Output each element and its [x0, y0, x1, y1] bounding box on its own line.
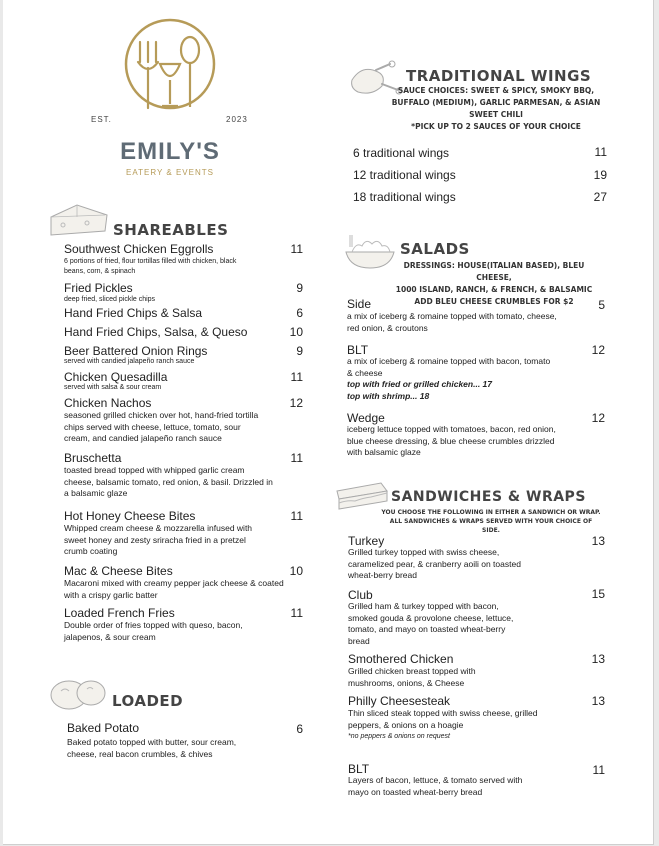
menu-item-desc: Layers of bacon, lettuce, & tomato served with mayo on toasted wheat-berry bread: [348, 775, 523, 797]
menu-item-name: Chicken Nachos: [64, 396, 152, 410]
menu-item-name: 6 traditional wings: [353, 146, 450, 160]
menu-item-price: 11: [290, 509, 303, 523]
menu-item-name: Wedge: [347, 411, 385, 425]
menu-item-name: Fried Pickles: [64, 281, 133, 295]
menu-page: [3, 0, 654, 845]
est-label: EST.: [91, 115, 112, 124]
menu-item-desc: a mix of iceberg & romaine topped with bacon, tomato & cheese: [347, 356, 551, 378]
menu-item-price: 11: [290, 242, 303, 256]
philly-note: *no peppers & onions on request: [348, 733, 450, 740]
menu-item-desc: seasoned grilled chicken over hot, hand-fried tortilla chips served with cheese, lettuce, tomato, sour cream, and candied jalapeño ranch sauce: [64, 410, 259, 443]
menu-item-price: 12: [289, 396, 303, 410]
menu-item-price: 11: [594, 145, 607, 159]
menu-item-desc: served with candied jalapeño ranch sauce: [64, 358, 195, 365]
salad-addon-chicken: top with fried or grilled chicken... 17: [347, 379, 492, 389]
menu-item-desc: Grilled turkey topped with swiss cheese, caramelized pear, & cranberry aoili on toasted wheat-berry bread: [348, 547, 521, 580]
menu-item-price: 27: [593, 190, 607, 204]
menu-item-name: Hot Honey Cheese Bites: [64, 509, 196, 523]
salads-title: SALADS: [400, 240, 470, 258]
wings-sauce-note: SAUCE CHOICES: SWEET & SPICY, SMOKY BBQ, BUFFALO (MEDIUM), GARLIC PARMESAN, & ASIAN SWEET CHILI *PICK UP TO 2 SAUCES OF YOUR CHOICE: [391, 86, 601, 131]
menu-item-name: Southwest Chicken Eggrolls: [64, 242, 214, 256]
menu-item-price: 11: [592, 763, 605, 777]
menu-item-desc: toasted bread topped with whipped garlic cream cheese, balsamic tomato, red onion, & basil. Drizzled in a balsamic glaze: [64, 465, 273, 498]
menu-item-desc: Grilled ham & turkey topped with bacon, smoked gouda & provolone cheese, lettuce, tomato, and mayo on toasted wheat-berry bread: [348, 601, 514, 646]
menu-item-desc: Double order of fries topped with queso, bacon, jalapenos, & sour cream: [64, 620, 243, 642]
brand-subtitle: EATERY & EVENTS: [126, 168, 214, 177]
menu-item-price: 9: [296, 344, 303, 358]
menu-item-price: 12: [591, 343, 605, 357]
menu-item-name: Hand Fried Chips, Salsa, & Queso: [64, 325, 248, 339]
menu-item-name: 18 traditional wings: [353, 190, 456, 204]
menu-item-price: 15: [591, 587, 605, 601]
menu-item-name: Club: [348, 588, 373, 602]
menu-item-price: 12: [591, 411, 605, 425]
menu-item-price: 5: [598, 298, 605, 312]
loaded-title: LOADED: [112, 692, 184, 710]
menu-item-price: 10: [289, 325, 303, 339]
menu-item-price: 11: [290, 606, 303, 620]
menu-item-name: Turkey: [348, 534, 385, 548]
menu-item-price: 11: [290, 451, 303, 465]
menu-item-name: BLT: [347, 343, 369, 357]
menu-item-name: Smothered Chicken: [348, 652, 454, 666]
menu-item-desc: Whipped cream cheese & mozzarella infused with sweet honey and zesty sriracha fried in a pretzel crumb coating: [64, 523, 253, 556]
menu-item-desc: 6 portions of fried, flour tortillas filled with chicken, black beans, corn, & spinach: [64, 258, 237, 275]
menu-item-desc: Grilled chicken breast topped with mushrooms, onions, & Cheese: [348, 666, 476, 688]
menu-item-name: Philly Cheesesteak: [348, 694, 451, 708]
menu-item-name: 12 traditional wings: [353, 168, 456, 182]
menu-item-desc: Baked potato topped with butter, sour cream, cheese, real bacon crumbles, & chives: [67, 737, 237, 759]
cheese-board-icon: [47, 197, 111, 237]
menu-item-name: Chicken Quesadilla: [64, 370, 168, 384]
est-year: 2023: [226, 115, 248, 124]
shareables-title: SHAREABLES: [113, 221, 229, 239]
menu-item-name: Mac & Cheese Bites: [64, 564, 173, 578]
menu-item-desc: iceberg lettuce topped with tomatoes, bacon, red onion, blue cheese dressing, & blue cheese crumbles drizzled with balsamic glaze: [347, 424, 556, 457]
menu-item-price: 9: [296, 281, 303, 295]
brand-name: EMILY'S: [120, 138, 220, 165]
menu-item-name: Hand Fried Chips & Salsa: [64, 306, 203, 320]
menu-item-price: 13: [591, 534, 605, 548]
menu-item-desc: a mix of iceberg & romaine topped with tomato, cheese, red onion, & croutons: [347, 311, 557, 333]
menu-item-price: 10: [289, 564, 303, 578]
menu-item-price: 6: [296, 722, 303, 736]
menu-item-price: 13: [591, 694, 605, 708]
menu-item-price: 19: [593, 168, 607, 182]
wings-title: TRADITIONAL WINGS: [406, 67, 592, 85]
sandwiches-note: YOU CHOOSE THE FOLLOWING IN EITHER A SANDWICH OR WRAP. ALL SANDWICHES & WRAPS SERVED WITH YOUR CHOICE OF SIDE.: [381, 509, 601, 534]
sandwiches-title: SANDWICHES & WRAPS: [391, 489, 586, 505]
menu-item-price: 13: [591, 652, 605, 666]
potatoes-icon: [47, 673, 111, 715]
menu-item-name: Side: [347, 297, 372, 311]
fork-spoon-glass-logo-icon: [122, 16, 218, 114]
menu-item-name: Loaded French Fries: [64, 606, 175, 620]
menu-item-desc: served with salsa & sour cream: [64, 384, 162, 391]
menu-item-desc: Macaroni mixed with creamy pepper jack cheese & coated with a crispy garlic batter: [64, 578, 284, 600]
salads-dressing-note: DRESSINGS: HOUSE(ITALIAN BASED), BLEU CHEESE, 1000 ISLAND, RANCH, & FRENCH, & BALSAMIC ADD BLEU CHEESE CRUMBLES FOR $2: [395, 261, 593, 306]
salad-addon-shrimp: top with shrimp... 18: [347, 391, 430, 401]
menu-item-name: BLT: [348, 762, 370, 776]
menu-item-price: 6: [296, 306, 303, 320]
menu-item-desc: Thin sliced steak topped with swiss cheese, grilled peppers, & onions on a hoagie: [348, 708, 538, 730]
menu-item-price: 11: [290, 370, 303, 384]
menu-item-name: Baked Potato: [67, 721, 140, 735]
menu-item-name: Bruschetta: [64, 451, 122, 465]
menu-item-desc: deep fried, sliced pickle chips: [64, 296, 156, 303]
menu-item-name: Beer Battered Onion Rings: [64, 344, 208, 358]
